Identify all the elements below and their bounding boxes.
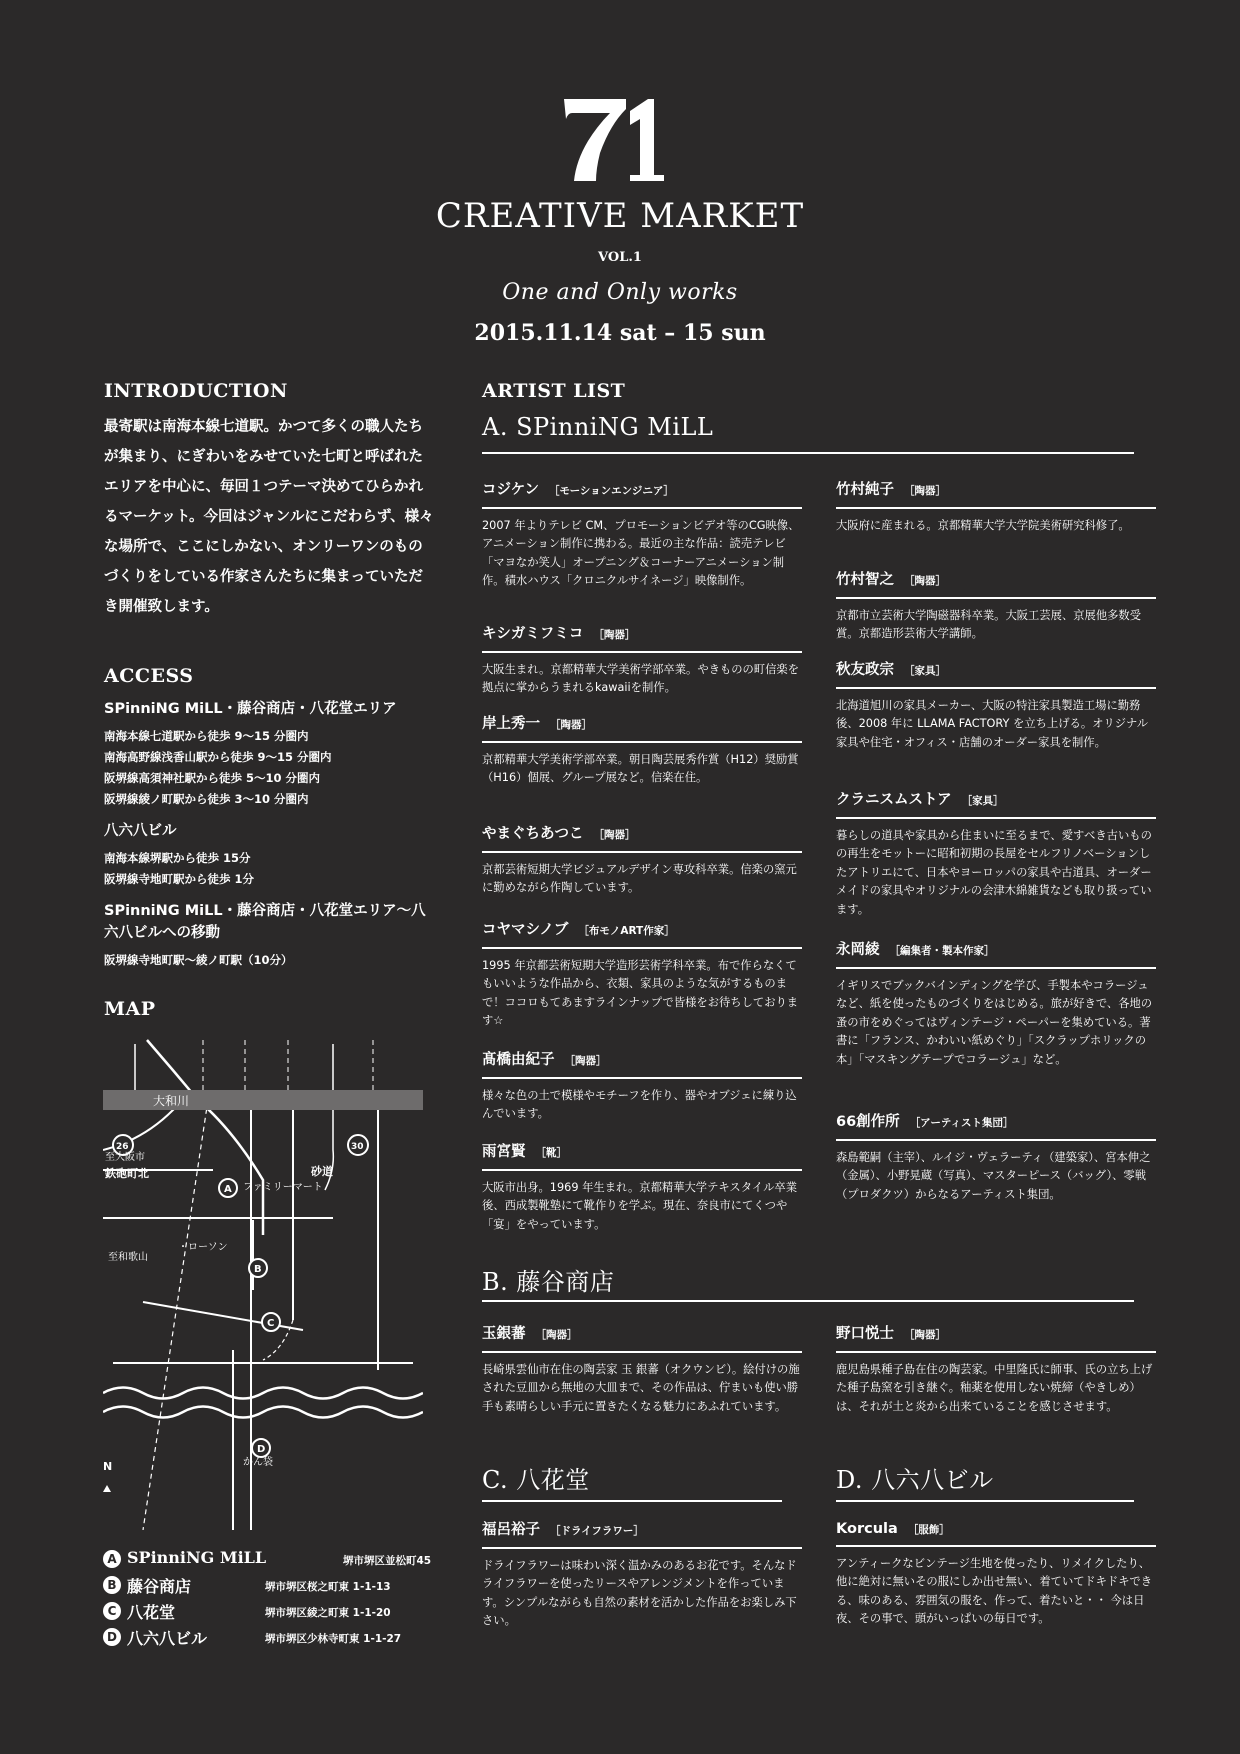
artist-entry xyxy=(482,918,802,1031)
artist-name: キシガミフミコ xyxy=(482,626,584,642)
artist-divider xyxy=(482,947,802,949)
access-line: 阪堺線寺地町駅から徒歩 1分 xyxy=(104,872,255,886)
artist-divider xyxy=(482,651,802,653)
artist-name: クラニスムストア xyxy=(836,792,952,808)
artist-entry xyxy=(482,1140,802,1234)
legend-badge: C xyxy=(103,1602,121,1620)
map-label: 砂道 xyxy=(311,1165,333,1178)
artist-entry xyxy=(482,1322,802,1416)
map-label: 至和歌山 xyxy=(108,1252,148,1263)
volume-label: VOL.1 xyxy=(598,250,642,265)
legend-badge: B xyxy=(103,1576,121,1594)
map-label: 至大阪市 xyxy=(105,1152,145,1163)
artist-entry xyxy=(482,712,802,788)
artist-category: ［陶器］ xyxy=(904,575,946,587)
artist-entry xyxy=(482,622,802,698)
route-30-marker: 30 xyxy=(351,1142,364,1152)
artist-category: ［陶器］ xyxy=(593,829,636,841)
artist-entry xyxy=(836,1322,1156,1416)
artist-name: 秋友政宗 xyxy=(836,662,894,678)
artist-category: ［布モノART作家］ xyxy=(578,925,675,937)
artist-description: ドライフラワーは味わい深く温かみのあるお花です。そんなドライフラワーを使ったリースやアレンジメントを作っています。シンプルながらも自然の素材を活かした作品をお楽しみ下さい。 xyxy=(482,1558,797,1627)
artist-divider xyxy=(836,597,1156,599)
artist-description: 京都芸術短期大学ビジュアルデザイン専攻科卒業。信楽の窯元に勤めながら作陶しています。 xyxy=(482,862,797,894)
access-line: 阪堺線寺地町駅〜綾ノ町駅（10分） xyxy=(104,953,293,967)
artist-description: 長崎県雲仙市在住の陶芸家 玉 銀蕃（オクウンビ）。絵付けの施された豆皿から無地の大皿まで、その作品は、佇まいも使い勝手も素晴らしい手元に置きたくなる魅力にあふれています。 xyxy=(482,1362,800,1413)
artist-divider xyxy=(482,1169,802,1171)
legend-badge: A xyxy=(103,1550,121,1568)
map-label: ・ローソン xyxy=(178,1242,228,1253)
artist-divider xyxy=(836,687,1156,689)
area-map xyxy=(103,1030,423,1530)
access-group-title: 八六八ビル xyxy=(104,823,177,839)
artist-divider xyxy=(482,851,802,853)
north-arrow-icon xyxy=(103,1485,111,1492)
access-group-title: SPinniNG MiLL・藤谷商店・八花堂エリア〜八六八ビルへの移動 xyxy=(104,903,426,941)
artist-name: 岸上秀一 xyxy=(482,716,540,732)
artist-divider xyxy=(482,1077,802,1079)
artist-name: 竹村純子 xyxy=(836,482,894,498)
artist-divider xyxy=(836,967,1156,969)
tagline: One and Only works xyxy=(502,280,738,305)
artist-entry xyxy=(836,658,1156,752)
access-heading: ACCESS xyxy=(104,665,194,687)
artist-description: 大阪生まれ。京都精華大学美術学部卒業。やきものの町信楽を拠点に掌からうまれるkawaiiを制作。 xyxy=(482,662,799,694)
artist-name: コジケン xyxy=(482,482,539,498)
artist-category: ［陶器］ xyxy=(535,1329,578,1341)
map-label: 大和川 xyxy=(153,1094,190,1108)
artist-name: Korcula xyxy=(836,1521,898,1537)
artist-description: 京都市立芸術大学陶磁器科卒業。大阪工芸展、京展他多数受賞。京都造形芸術大学講師。 xyxy=(836,608,1142,640)
artist-entry xyxy=(482,822,802,898)
section-title-d: D. 八六八ビル xyxy=(836,1466,994,1494)
artist-description: アンティークなビンテージ生地を使ったり、リメイクしたり、他に絶対に無いその服にしか出せ無い、着ていてドキドキできる、味のある、雰囲気の服を、作って、着たいと・・ 今は日夜、その事で、頭がいっぱいの毎日です。 xyxy=(836,1556,1153,1625)
north-label: N xyxy=(103,1460,113,1473)
artist-name: 野口悦士 xyxy=(836,1326,894,1342)
artist-category: ［靴］ xyxy=(535,1147,567,1159)
artist-description: イギリスでブックバインディングを学び、手製本やコラージュなど、紙を使ったものづくりをはじめる。旅が好きで、各地の蚤の市をめぐってはヴィンテージ・ペーパーを集めている。著書に「フランス、かわいい紙めぐり」「スクラップホリックの本」「マスキングテープでコラージュ」など。 xyxy=(836,978,1153,1066)
artist-category: ［モーションエンジニア］ xyxy=(549,485,674,497)
artist-description: 暮らしの道具や家具から住まいに至るまで、愛すべき古いものの再生をモットーに昭和初期の長屋をセルフリノベーションしたアトリエにて、日本やヨーロッパの家具や古道具、オーダーメイドの家具やオリジナルの会津木綿雑貨なども取り扱っています。 xyxy=(836,828,1152,916)
legend-name: 藤谷商店 xyxy=(127,1577,192,1596)
artist-entry xyxy=(836,1518,1156,1629)
access-line: 南海高野線浅香山駅から徒歩 9〜15 分圏内 xyxy=(104,750,332,764)
legend-row xyxy=(103,1548,463,1570)
artist-name: 福呂裕子 xyxy=(482,1522,540,1538)
section-divider xyxy=(482,452,1134,454)
section-divider xyxy=(836,1500,1134,1502)
artist-description: 京都精華大学美術学部卒業。朝日陶芸展秀作賞（H12）奨励賞（H16）個展、グループ展など。信楽在住。 xyxy=(482,752,799,784)
artist-divider xyxy=(482,1351,802,1353)
artist-divider xyxy=(836,507,1156,509)
artist-category: ［陶器］ xyxy=(564,1055,607,1067)
legend-address: 堺市堺区少林寺町東 1-1-27 xyxy=(265,1633,402,1645)
access-line: 阪堺線高須神社駅から徒歩 5〜10 分圏内 xyxy=(104,771,321,785)
map-label: ファミリーマート xyxy=(243,1182,323,1193)
section-title-c: C. 八花堂 xyxy=(482,1466,590,1494)
artist-category: ［陶器］ xyxy=(550,719,592,731)
artist-category: ［服飾］ xyxy=(907,1524,950,1536)
legend-row xyxy=(103,1626,463,1648)
legend-badge: D xyxy=(103,1628,121,1646)
artist-name: 髙橋由紀子 xyxy=(482,1052,555,1068)
artist-divider xyxy=(482,741,802,743)
section-title-b: B. 藤谷商店 xyxy=(482,1268,615,1296)
artist-name: コヤマシノブ xyxy=(482,922,569,938)
legend-row xyxy=(103,1574,463,1596)
artist-category: ［陶器］ xyxy=(593,629,636,641)
artist-entry xyxy=(482,1518,802,1631)
legend-name: 八花堂 xyxy=(127,1603,176,1622)
artist-list-heading: ARTIST LIST xyxy=(482,380,626,402)
artist-divider xyxy=(482,507,802,509)
legend-name: SPinniNG MiLL xyxy=(127,1548,267,1567)
artist-divider xyxy=(836,1351,1156,1353)
section-title-a: A. SPinniNG MiLL xyxy=(482,413,714,441)
legend-address: 堺市堺区桜之町東 1-1-13 xyxy=(265,1581,391,1593)
artist-description: 様々な色の土で模様やモチーフを作り、器やオブジェに練り込んでいます。 xyxy=(482,1088,797,1120)
intro-heading: INTRODUCTION xyxy=(104,380,288,402)
legend-address: 堺市堺区綾之町東 1-1-20 xyxy=(265,1607,391,1619)
artist-name: 竹村智之 xyxy=(836,572,894,588)
section-divider xyxy=(482,1500,782,1502)
artist-category: ［家具］ xyxy=(961,795,1004,807)
legend-row xyxy=(103,1600,463,1622)
artist-entry xyxy=(836,478,1156,535)
artist-description: 森島範嗣（主宰）、ルイジ・ヴェラーティ（建築家）、宮本伸之（金属）、小野晃蔵（写真）、マスターピース（バッグ）、零戦（プロダクツ）からなるアーティスト集団。 xyxy=(836,1150,1151,1201)
svg-text:D: D xyxy=(257,1444,266,1455)
artist-entry xyxy=(482,478,802,591)
access-line: 南海本線堺駅から徒歩 15分 xyxy=(104,851,251,865)
artist-divider xyxy=(836,1139,1156,1141)
artist-divider xyxy=(836,1545,1156,1547)
route-26-marker: 26 xyxy=(116,1142,129,1152)
artist-description: 北海道旭川の家具メーカー、大阪の特注家具製造工場に勤務後、2008 年に LLAMA FACTORY を立ち上げる。オリジナル家具や住宅・オフィス・店舗のオーダー家具を制作。 xyxy=(836,698,1149,749)
svg-text:C: C xyxy=(267,1318,275,1329)
artist-name: 永岡綾 xyxy=(836,942,880,958)
artist-entry xyxy=(836,788,1156,919)
access-line: 阪堺線綾ノ町駅から徒歩 3〜10 分圏内 xyxy=(104,792,309,806)
artist-description: 1995 年京都芸術短期大学造形芸術学科卒業。布で作らなくてもいいような作品から、衣類、家具のような気がするものまで！ココロもてあますラインナップで皆様をお待ちしております☆ xyxy=(482,958,799,1027)
artist-category: ［アーティスト集団］ xyxy=(909,1117,1014,1129)
artist-description: 鹿児島県種子島在住の陶芸家。中里隆氏に師事、氏の立ち上げた種子島窯を引き継ぐ。釉薬を使用しない焼締（やきしめ）は、それが土と炎から出来ていることを感じさせます。 xyxy=(836,1362,1153,1413)
access-group-title: SPinniNG MiLL・藤谷商店・八花堂エリア xyxy=(104,701,397,717)
artist-category: ［ドライフラワー］ xyxy=(550,1525,644,1537)
legend-name: 八六八ビル xyxy=(127,1629,208,1648)
artist-category: ［陶器］ xyxy=(904,1329,946,1341)
artist-divider xyxy=(482,1547,802,1549)
artist-name: 玉銀蕃 xyxy=(482,1326,526,1342)
artist-description: 大阪市出身。1969 年生まれ。京都精華大学テキスタイル卒業後、西成製靴塾にて靴作りを学ぶ。現在、奈良市にてくつや「宴」をやっています。 xyxy=(482,1180,797,1231)
map-label: 鉄砲町北 xyxy=(105,1167,149,1180)
artist-description: 大阪府に産まれる。京都精華大学大学院美術研究科修了。 xyxy=(836,518,1130,532)
section-divider xyxy=(482,1300,1134,1302)
artist-entry xyxy=(482,1048,802,1124)
artist-name: 66創作所 xyxy=(836,1114,900,1130)
svg-text:B: B xyxy=(254,1264,262,1275)
artist-entry xyxy=(836,938,1156,1069)
legend-address: 堺市堺区並松町45 xyxy=(343,1555,432,1567)
svg-text:A: A xyxy=(224,1184,232,1195)
intro-body: 最寄駅は南海本線七道駅。かつて多くの職人たちが集まり、にぎわいをみせていた七町と呼ばれたエリアを中心に、毎回１つテーマ決めてひらかれるマーケット。今回はジャンルにこだわらず、様々な場所で、ここにしかない、オンリーワンのものづくりをしている作家さんたちに集まっていただき開催致します。 xyxy=(104,419,434,615)
artist-name: やまぐちあつこ xyxy=(482,826,584,842)
access-line: 南海本線七道駅から徒歩 9〜15 分圏内 xyxy=(104,729,309,743)
artist-category: ［陶器］ xyxy=(904,485,946,497)
logo-71 xyxy=(560,95,670,185)
artist-divider xyxy=(836,817,1156,819)
artist-category: ［家具］ xyxy=(904,665,946,677)
map-label: かん袋 xyxy=(243,1457,273,1468)
event-dates: 2015.11.14 sat – 15 sun xyxy=(474,320,766,346)
artist-description: 2007 年よりテレビ CM、プロモーションビデオ等のCG映像、アニメーション制作に携わる。最近の主な作品：読売テレビ「マヨなか笑人」オープニング＆コーナーアニメーション制作。積水ハウス「クロニクルサイネージ」映像制作。 xyxy=(482,518,800,587)
artist-entry xyxy=(836,1110,1156,1204)
artist-entry xyxy=(836,568,1156,644)
market-title: CREATIVE MARKET xyxy=(435,196,805,236)
artist-category: ［編集者・製本作家］ xyxy=(889,945,995,957)
map-heading: MAP xyxy=(104,998,156,1020)
artist-name: 雨宮賢 xyxy=(482,1144,526,1160)
